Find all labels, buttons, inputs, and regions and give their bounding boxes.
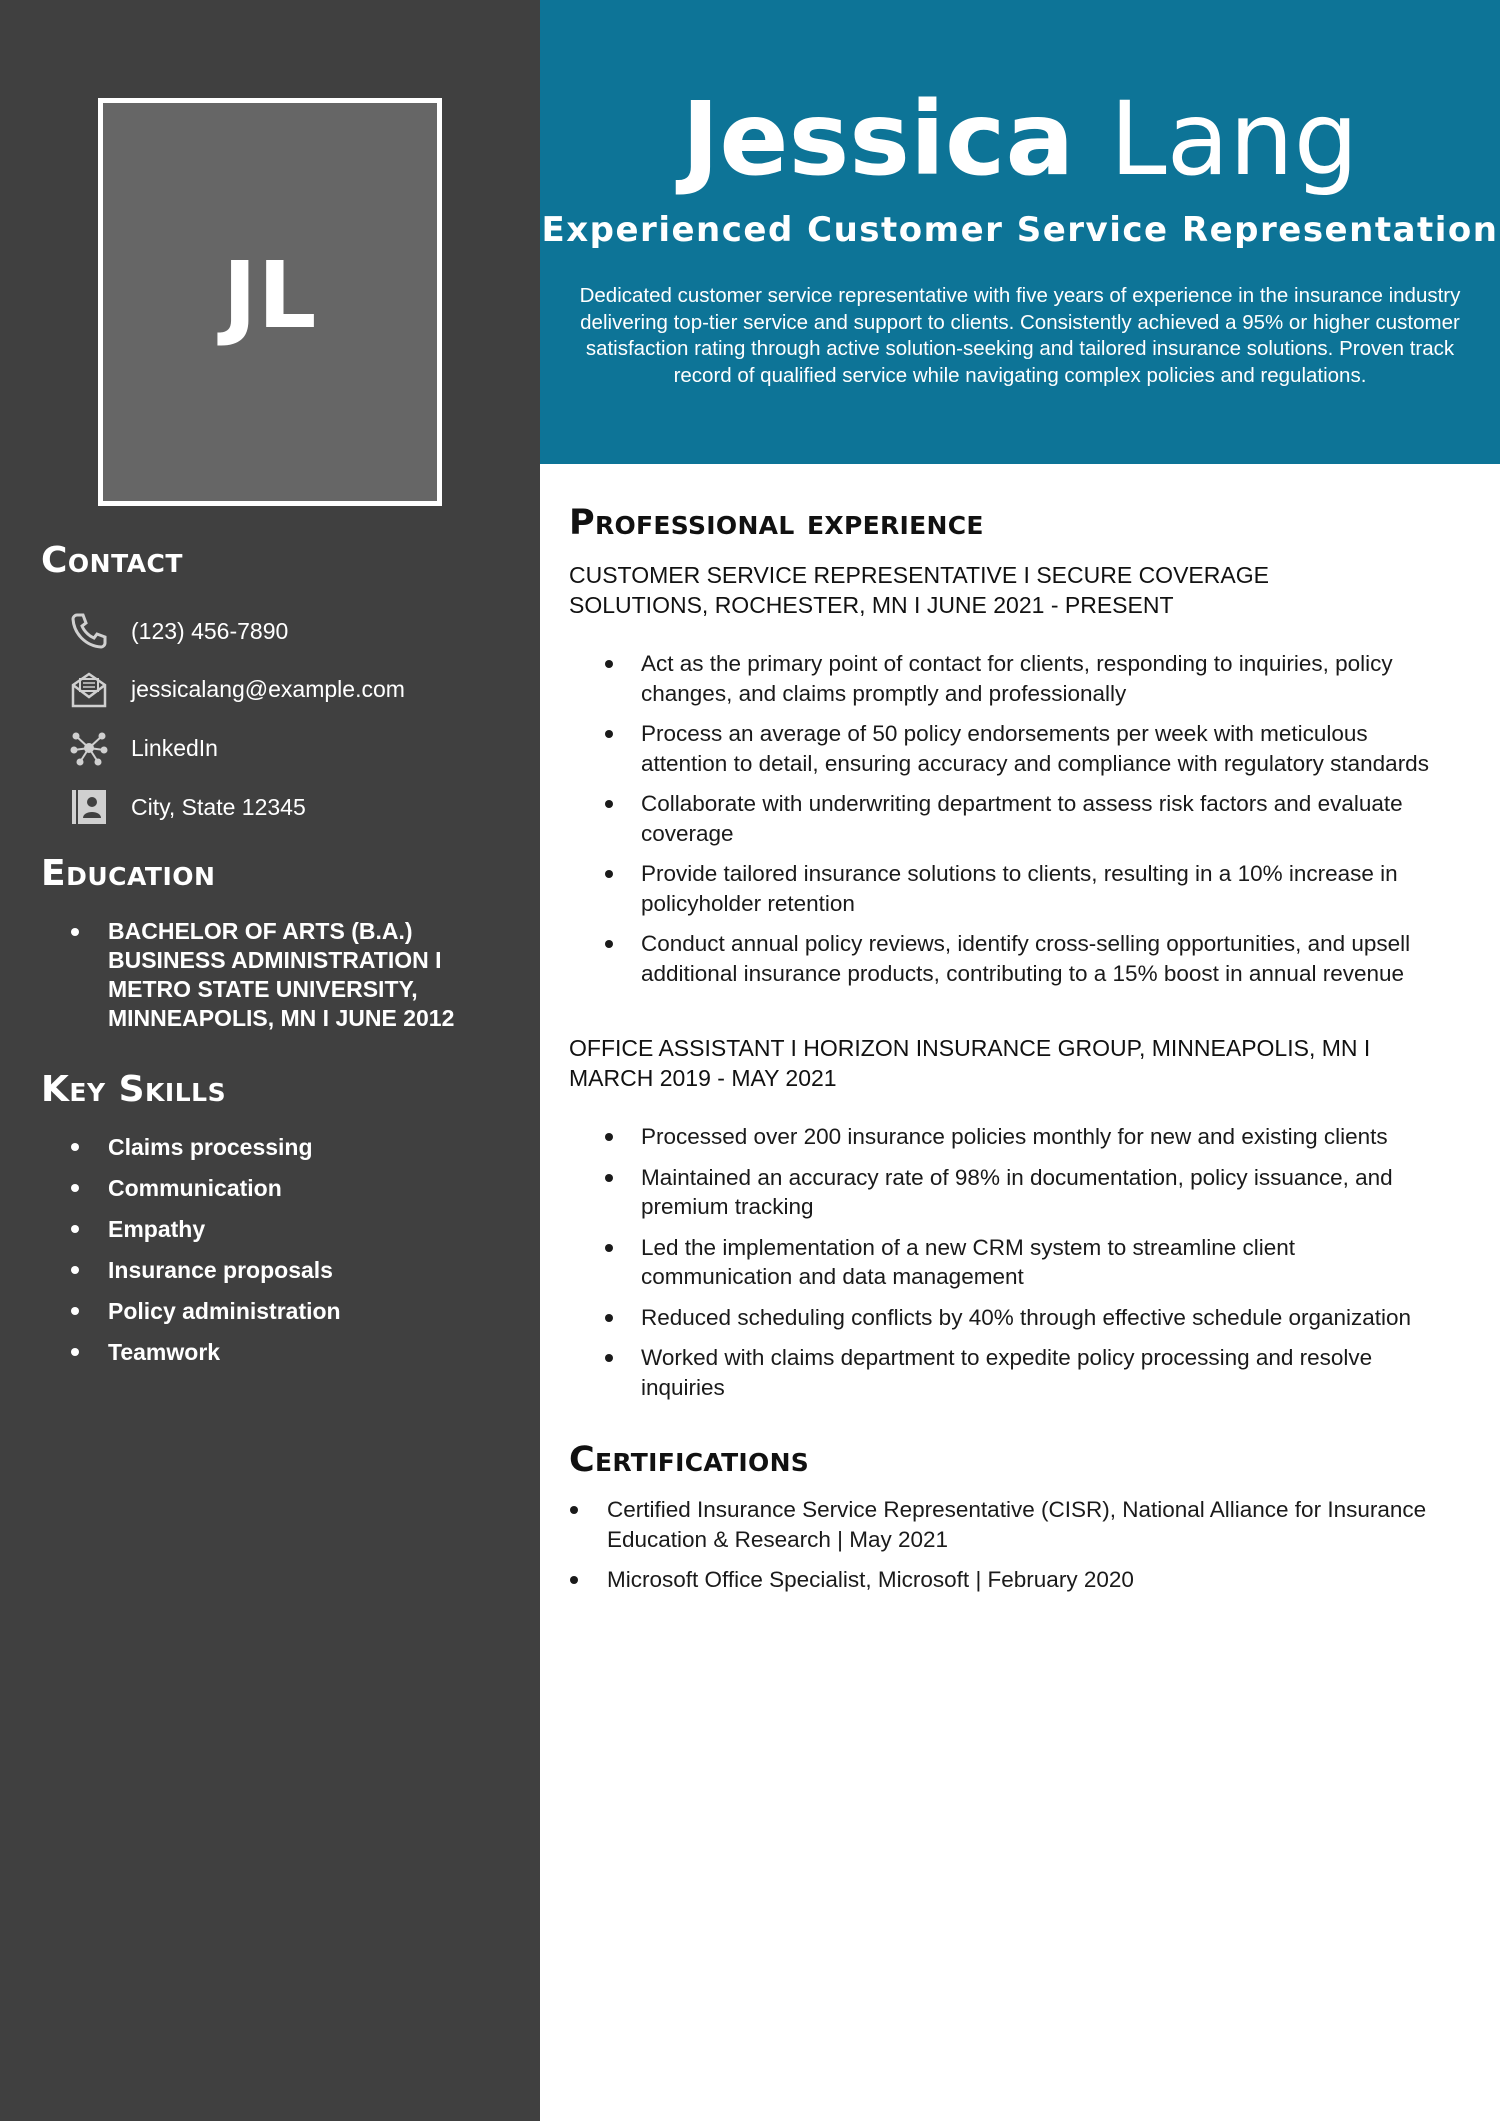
job-bullet: Act as the primary point of contact for clients, responding to inquiries, policy changes, and claims promptly and professionally bbox=[569, 649, 1449, 708]
main-content bbox=[569, 490, 1449, 1606]
job-bullet: Collaborate with underwriting department to assess risk factors and evaluate coverage bbox=[569, 789, 1449, 848]
skill-item: Communication bbox=[66, 1173, 506, 1203]
certifications-heading: Certifications bbox=[569, 1440, 810, 1480]
certification-item: Microsoft Office Specialist, Microsoft | February 2020 bbox=[569, 1565, 1449, 1595]
contact-list bbox=[66, 602, 516, 836]
job-header: OFFICE ASSISTANT I HORIZON INSURANCE GROUP, MINNEAPOLIS, MN I MARCH 2019 - MAY 2021 bbox=[569, 1035, 1371, 1091]
job-bullets bbox=[569, 649, 1449, 988]
job-entry bbox=[569, 560, 1449, 988]
job-bullet: Provide tailored insurance solutions to clients, resulting in a 10% increase in policyholder retention bbox=[569, 859, 1449, 918]
skill-item: Insurance proposals bbox=[66, 1255, 506, 1285]
certification-item: Certified Insurance Service Representative (CISR), National Alliance for Insurance Education & Research | May 2021 bbox=[569, 1495, 1449, 1554]
contact-item-linkedin bbox=[66, 719, 516, 778]
network-icon bbox=[66, 725, 112, 771]
contact-heading: Contact bbox=[41, 540, 183, 581]
phone-text: (123) 456-7890 bbox=[131, 617, 289, 644]
education-heading: Education bbox=[41, 853, 216, 894]
sidebar bbox=[0, 0, 540, 2121]
job-header: CUSTOMER SERVICE REPRESENTATIVE I SECURE COVERAGE SOLUTIONS, ROCHESTER, MN I JUNE 2021 - PRESENT bbox=[569, 562, 1269, 618]
job-bullet: Worked with claims department to expedite policy processing and resolve inquiries bbox=[569, 1343, 1449, 1402]
avatar bbox=[98, 98, 442, 506]
job-bullet: Led the implementation of a new CRM system to streamline client communication and data management bbox=[569, 1233, 1449, 1292]
skill-item: Teamwork bbox=[66, 1337, 506, 1367]
last-name: Lang bbox=[1109, 80, 1359, 199]
first-name: Jessica bbox=[681, 80, 1075, 199]
certifications-list bbox=[569, 1495, 1449, 1595]
address-text: City, State 12345 bbox=[131, 793, 306, 820]
full-name bbox=[540, 80, 1500, 200]
job-bullet: Reduced scheduling conflicts by 40% through effective schedule organization bbox=[569, 1303, 1449, 1333]
address-card-icon bbox=[66, 784, 112, 830]
skills-list bbox=[66, 1132, 506, 1378]
job-bullet: Conduct annual policy reviews, identify cross-selling opportunities, and upsell additional insurance products, contributing to a 15% boost in annual revenue bbox=[569, 929, 1449, 988]
summary: Dedicated customer service representative with five years of experience in the insurance industry delivering top-tier service and support to clients. Consistently achieved a 95% or higher customer satisfaction rating through active solution-seeking and tailored insurance solutions. Proven track record of qualified service while navigating complex policies and regulations. bbox=[579, 284, 1461, 387]
job-bullets bbox=[569, 1122, 1449, 1402]
header-band bbox=[540, 0, 1500, 464]
skill-item: Policy administration bbox=[66, 1296, 506, 1326]
education-item: BACHELOR OF ARTS (B.A.) BUSINESS ADMINISTRATION I METRO STATE UNIVERSITY, MINNEAPOLIS, MN I JUNE 2012 bbox=[66, 917, 506, 1033]
skill-item: Claims processing bbox=[66, 1132, 506, 1162]
job-title: Experienced Customer Service Representation bbox=[541, 210, 1499, 250]
phone-icon bbox=[66, 608, 112, 654]
job-bullet: Process an average of 50 policy endorsements per week with meticulous attention to detail, ensuring accuracy and compliance with regulatory standards bbox=[569, 719, 1449, 778]
job-entry bbox=[569, 1033, 1449, 1402]
skill-item: Empathy bbox=[66, 1214, 506, 1244]
experience-heading: Professional experience bbox=[569, 503, 984, 543]
linkedin-text[interactable]: LinkedIn bbox=[131, 734, 218, 761]
skills-heading: Key Skills bbox=[41, 1069, 227, 1110]
mail-icon bbox=[66, 667, 112, 713]
job-bullet: Processed over 200 insurance policies monthly for new and existing clients bbox=[569, 1122, 1449, 1152]
education-list bbox=[66, 917, 506, 1033]
job-bullet: Maintained an accuracy rate of 98% in documentation, policy issuance, and premium tracking bbox=[569, 1163, 1449, 1222]
email-text: jessicalang@example.com bbox=[131, 676, 405, 703]
avatar-initials: JL bbox=[222, 241, 318, 349]
contact-item-email bbox=[66, 661, 516, 720]
contact-item-phone bbox=[66, 602, 516, 661]
contact-item-address bbox=[66, 778, 516, 837]
